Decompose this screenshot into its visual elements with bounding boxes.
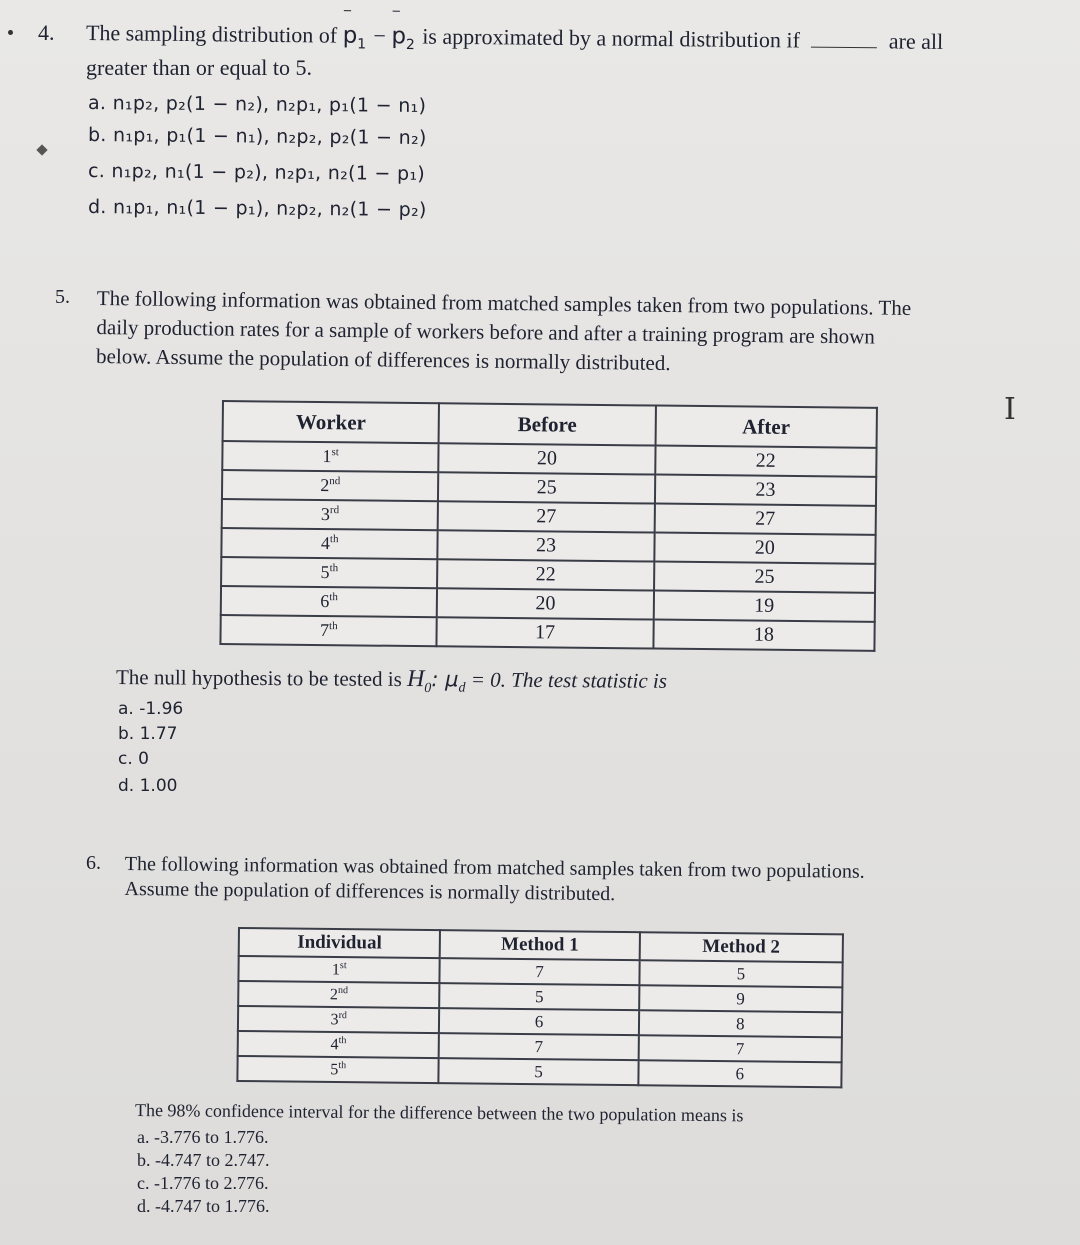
method2-value: 5 xyxy=(639,960,843,987)
ordinal-suffix: th xyxy=(338,1059,347,1071)
q4-number: 4. xyxy=(38,20,55,45)
q4-stem-text-a: The sampling distribution of xyxy=(85,20,338,48)
q6-col-header-method2: Method 2 xyxy=(639,932,843,962)
table-row xyxy=(237,1056,841,1087)
q5-col-header-before: Before xyxy=(439,403,656,445)
ordinal-suffix: th xyxy=(329,562,339,575)
individual-ordinal: 1 xyxy=(331,961,341,979)
method2-value: 9 xyxy=(639,985,843,1012)
method1-value: 7 xyxy=(439,1033,639,1060)
h-symbol: H xyxy=(406,666,425,693)
q5-stem-line2: daily production rates for a sample of workers before and after a training program are shown xyxy=(96,314,876,349)
ordinal-suffix: st xyxy=(331,446,339,459)
h-subscript: 0 xyxy=(424,680,432,696)
q6-stem-line1: The following information was obtained from matched samples taken from two populations. xyxy=(124,852,865,883)
q6-ci-question: The 98% confidence interval for the difference between the two population means is xyxy=(134,1100,744,1126)
q6-option-b[interactable]: b. -4.747 to 2.747. xyxy=(137,1150,270,1170)
p1-subscript: 1 xyxy=(357,36,367,53)
q6-option-a[interactable]: a. -3.776 to 1.776. xyxy=(137,1127,269,1147)
q4-stem-line2: greater than or equal to 5. xyxy=(86,55,313,80)
after-value: 25 xyxy=(654,562,876,593)
q5-option-a[interactable]: a. -1.96 xyxy=(118,699,184,719)
hypothesis-tail: = 0. The test statistic is xyxy=(470,667,668,693)
ordinal-suffix: nd xyxy=(329,475,341,488)
mu-subscript: d xyxy=(458,680,466,696)
worker-ordinal: 5 xyxy=(320,562,330,583)
after-value: 20 xyxy=(654,533,876,564)
ordinal-suffix: th xyxy=(338,1034,347,1046)
worker-ordinal: 1 xyxy=(322,446,332,467)
option-marker xyxy=(36,144,47,155)
q4-option-c[interactable]: c. n₁p₂, n₁(1 − p₂), n₂p₁, n₂(1 − p₁) xyxy=(87,160,426,185)
p2-subscript: 2 xyxy=(405,36,415,54)
minus-sign: − xyxy=(373,23,387,49)
p1-symbol: p xyxy=(342,22,358,49)
q6-option-c[interactable]: c. -1.776 to 2.776. xyxy=(137,1173,269,1193)
after-value: 19 xyxy=(653,591,875,622)
q4-option-b[interactable]: b. n₁p₁, p₁(1 − n₁), n₂p₂, p₂(1 − n₂) xyxy=(87,124,427,149)
before-value: 27 xyxy=(438,501,655,532)
after-value: 27 xyxy=(654,504,876,535)
q5-option-d[interactable]: d. 1.00 xyxy=(118,776,178,796)
q4-stem-line1: The sampling distribution of ‾ $p_1$ − ‾ $p_2$ is approximated by a normal distribution if are all xyxy=(85,8,944,54)
q6-table xyxy=(236,927,844,1088)
mu-symbol: : μ xyxy=(431,667,459,692)
q6-col-header-individual: Individual xyxy=(239,928,441,958)
q4-option-d[interactable]: d. n₁p₁, n₁(1 − p₁), n₂p₂, n₂(1 − p₂) xyxy=(87,196,427,221)
q6-stem-line2: Assume the population of differences is normally distributed. xyxy=(124,877,616,906)
individual-ordinal: 2 xyxy=(329,986,339,1004)
after-value: 18 xyxy=(653,620,875,651)
q5-option-b[interactable]: b. 1.77 xyxy=(118,724,178,744)
ordinal-suffix: th xyxy=(329,591,338,604)
answer-blank xyxy=(811,47,877,49)
q6-option-d[interactable]: d. -4.747 to 1.776. xyxy=(137,1196,270,1216)
text-cursor-icon: I xyxy=(1004,392,1016,427)
ordinal-suffix: th xyxy=(328,620,338,633)
q5-col-header-worker: Worker xyxy=(223,401,440,443)
q5-table xyxy=(219,400,878,652)
method1-value: 7 xyxy=(440,958,640,985)
individual-ordinal: 3 xyxy=(330,1011,339,1029)
worker-ordinal: 3 xyxy=(320,504,331,525)
ordinal-suffix: rd xyxy=(338,1009,347,1021)
q5-number: 5. xyxy=(55,286,70,308)
method1-value: 5 xyxy=(440,983,640,1010)
q5-stem-line1: The following information was obtained from matched samples taken from two populations. The xyxy=(96,285,912,320)
method2-value: 7 xyxy=(638,1035,842,1062)
individual-ordinal: 4 xyxy=(330,1036,339,1054)
q5-option-c[interactable]: c. 0 xyxy=(118,749,149,769)
worker-ordinal: 7 xyxy=(319,620,330,641)
method1-value: 5 xyxy=(439,1058,639,1085)
method2-value: 6 xyxy=(638,1060,842,1087)
before-value: 25 xyxy=(438,472,655,503)
method2-value: 8 xyxy=(639,1010,843,1037)
before-value: 22 xyxy=(437,559,654,590)
q5-col-header-after: After xyxy=(655,406,877,448)
worker-ordinal: 4 xyxy=(320,533,331,554)
worker-ordinal: 2 xyxy=(320,475,330,496)
worker-ordinal: 6 xyxy=(320,591,330,612)
q6-col-header-method1: Method 1 xyxy=(440,930,640,960)
after-value: 23 xyxy=(655,475,877,506)
q6-number: 6. xyxy=(86,852,101,874)
before-value: 20 xyxy=(437,588,654,619)
ordinal-suffix: rd xyxy=(329,504,340,517)
ordinal-suffix: th xyxy=(329,533,339,546)
hypothesis-text: The null hypothesis to be tested is xyxy=(115,665,402,691)
ordinal-suffix: st xyxy=(339,959,347,971)
q5-stem xyxy=(96,284,911,381)
table-row xyxy=(220,615,874,651)
p2-symbol: p xyxy=(391,23,407,50)
ordinal-suffix: nd xyxy=(337,984,349,996)
before-value: 17 xyxy=(437,617,654,648)
q4-stem-text-end: are all xyxy=(888,28,944,54)
bullet-marker xyxy=(8,30,13,35)
individual-ordinal: 5 xyxy=(330,1061,339,1079)
before-value: 20 xyxy=(439,443,656,474)
q4-option-a[interactable]: a. n₁p₂, p₂(1 − n₂), n₂p₁, p₁(1 − n₁) xyxy=(87,92,427,117)
after-value: 22 xyxy=(655,446,877,477)
q5-stem-line3: below. Assume the population of differences is normally distributed. xyxy=(95,343,671,376)
q5-hypothesis xyxy=(116,664,667,699)
q6-stem xyxy=(124,852,864,910)
q4-stem-text-b: is approximated by a normal distribution if xyxy=(422,23,800,53)
before-value: 23 xyxy=(438,530,655,561)
method1-value: 6 xyxy=(439,1008,639,1035)
